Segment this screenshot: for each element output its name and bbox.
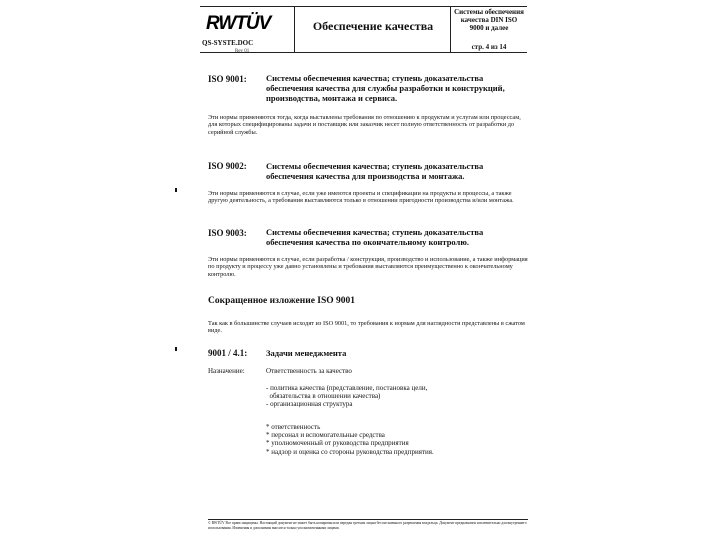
margin-mark — [175, 188, 177, 192]
dash-list — [266, 384, 528, 409]
margin-mark — [175, 347, 177, 351]
iso9001-label: ISO 9001: — [208, 74, 247, 84]
task-title: Задачи менеджмента — [266, 348, 347, 358]
list-item: обязательства в отношении качества) — [266, 392, 381, 401]
document-page — [180, 0, 540, 540]
doc-code: QS-SYSTE.DOC — [202, 39, 254, 47]
purpose-value: Ответственность за качество — [266, 367, 352, 375]
purpose-label: Назначение: — [208, 367, 245, 375]
bullet-list — [266, 423, 528, 456]
list-item: * надзор и оценка со стороны руководства предприятия. — [266, 447, 434, 456]
task-label: 9001 / 4.1: — [208, 348, 248, 358]
doc-version: Rev 01 — [235, 49, 250, 54]
list-item: * ответственность — [266, 423, 321, 431]
list-item: * персонал и вспомогательные средства — [266, 431, 385, 440]
iso9002-text: Эти нормы применяются в случае, если уже имеются проекты и спецификации на продукты и процессы, а также другую деятельность, а требования выставляются только в отношении пригодности производства и/или монтажа. — [208, 190, 514, 205]
iso9003-label: ISO 9003: — [208, 228, 247, 238]
header-divider — [450, 7, 451, 52]
summary-text: Так как в большинстве случаев исходят из ISO 9001, то требования к нормам для наглядности представлены в сжатом виде. — [208, 320, 525, 335]
document-header — [200, 6, 527, 53]
summary-heading: Сокращенное изложение ISO 9001 — [208, 296, 356, 306]
list-item: - политика качества (представление, постановка цели, — [266, 384, 428, 392]
iso9002-label: ISO 9002: — [208, 161, 247, 171]
iso9001-text: Эти нормы применяются тогда, когда выставлены требования по отношению к продуктам и услугам или процессам, для которых специфицированы задачи и поставщик или заказчик несет полную ответственность от разработки до серийной службы. — [208, 114, 521, 136]
header-divider — [294, 7, 295, 52]
list-item: * уполномоченный от руководства предприятия — [266, 439, 409, 448]
iso9001-heading: Системы обеспечения качества; ступень доказательства обеспечения качества для службы разработки и конструкций, производства, монтажа и сервиса. — [266, 73, 505, 103]
iso9003-text: Эти нормы применяются в случае, если разработка / конструкция, производство и использование, а также информация по продукту и процессу уже давно установлены и требования выставляются преимущественно к окончательному контролю. — [208, 256, 528, 278]
company-logo: RWTÜV — [206, 13, 271, 34]
document-footer: © RWTÜV Все права защищены. Настоящий документ не может быть копирован или передан третьим лицам без письменного разрешения владельца. Документ предназначен исключительно для внутреннего использования. Изменения и дополнения вносятся только уполномоченными лицами. — [208, 521, 527, 530]
iso9003-heading: Системы обеспечения качества; ступень доказательства обеспечения качества по окончательному контролю. — [266, 227, 484, 247]
list-item: - организационная структура — [266, 400, 353, 409]
page-title: Обеспечение качества — [312, 19, 434, 33]
page-number: стр. 4 из 14 — [471, 43, 507, 51]
iso9002-heading: Системы обеспечения качества; ступень доказательства обеспечения качества для производства и монтажа. — [266, 161, 484, 181]
system-standard: Системы обеспечения качества DIN ISO 9000 и далее — [454, 8, 524, 32]
